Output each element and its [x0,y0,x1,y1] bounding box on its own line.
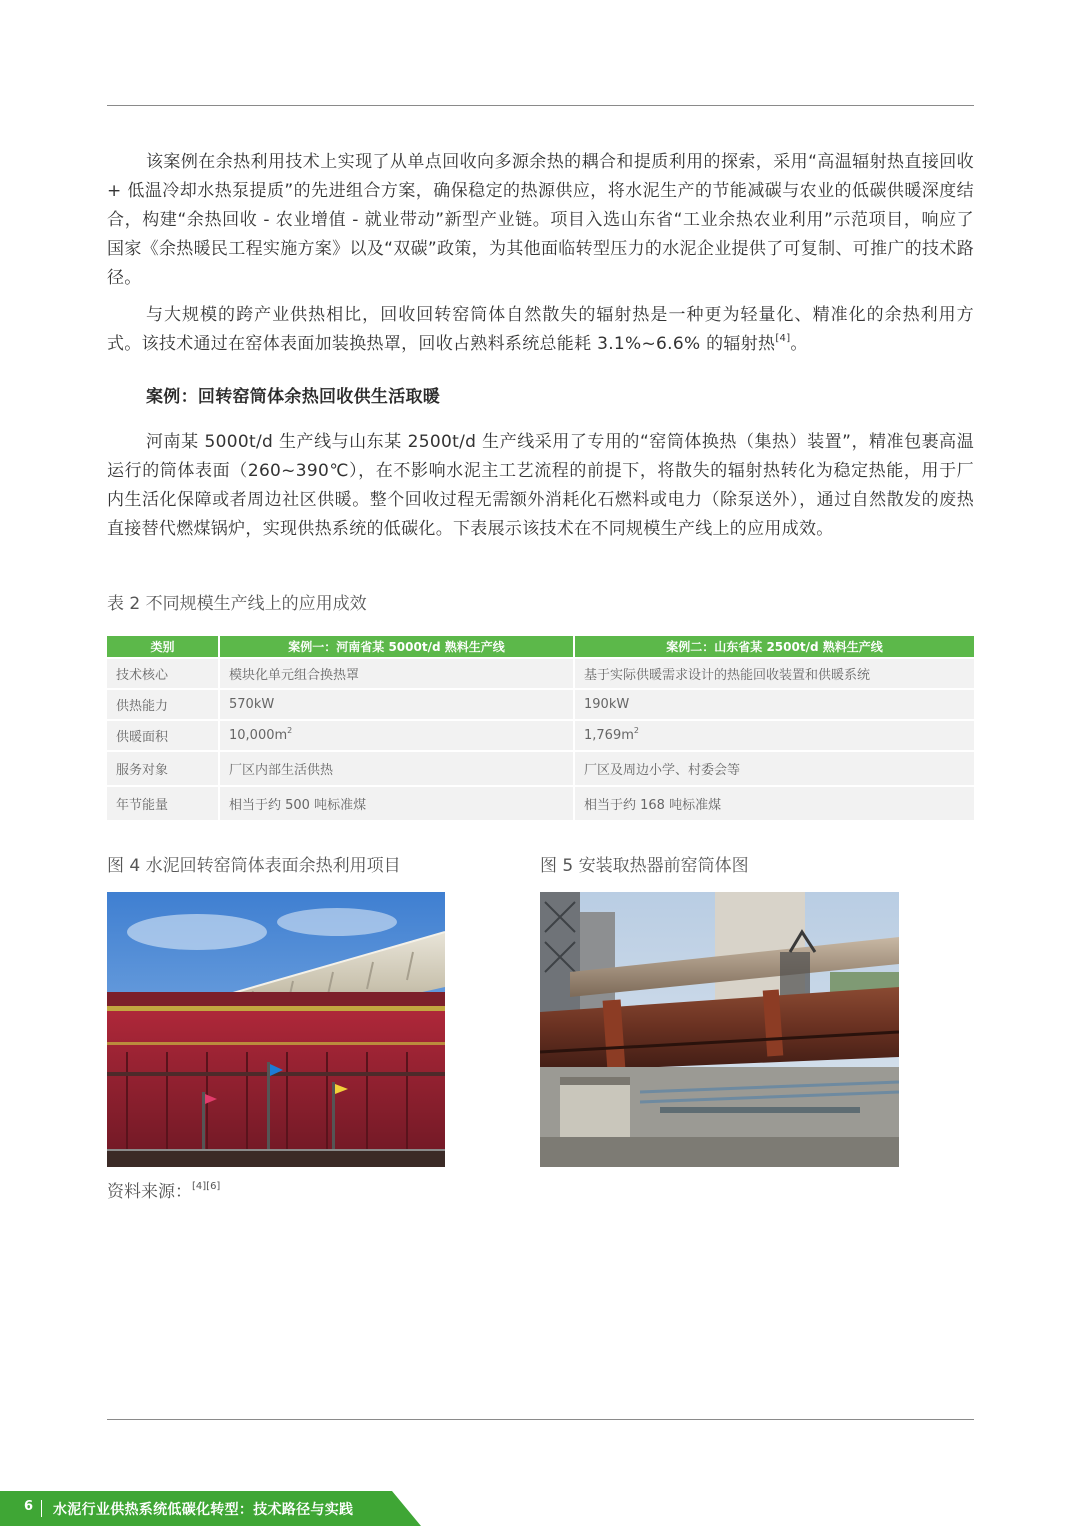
source-refs: [4][6] [192,1181,221,1192]
results-table [107,636,974,820]
case-1-cell: 厂区内部生活供热 [219,751,574,786]
case-2-cell: 相当于约 168 吨标准煤 [574,786,974,820]
footer-title: 水泥行业供热系统低碳化转型：技术路径与实践 [53,1502,354,1518]
table-header-row [107,636,974,658]
table-row [107,720,974,751]
row-label: 年节能量 [107,786,219,820]
page-number: 6 [24,1499,34,1514]
case-2-cell [574,720,974,751]
row-label: 供暖面积 [107,720,219,751]
paragraph-2-text: 与大规模的跨产业供热相比，回收回转窑筒体自然散失的辐射热是一种更为轻量化、精准化的余热利用方式。该技术通过在窑体表面加装换热罩，回收占熟料系统总能耗 3.1%~6.6% 的辐射热 [107,305,974,354]
case-1-cell: 570kW [219,689,574,720]
table-row [107,658,974,689]
case-2-value: 1,769m [584,728,634,743]
case-1-cell: 模块化单元组合换热罩 [219,658,574,689]
case-2-cell: 190kW [574,689,974,720]
citation-ref: [4] [775,333,791,344]
source-label: 资料来源： [107,1182,192,1202]
table-row [107,786,974,820]
header-rule [107,105,974,106]
figure-4-photo [107,892,445,1167]
unit-exponent: 2 [287,726,293,735]
case-2-cell: 厂区及周边小学、村委会等 [574,751,974,786]
header-case-2: 案例二：山东省某 2500t/d 熟料生产线 [574,636,974,658]
paragraph-2-end: 。 [790,334,808,354]
figure-5-caption: 图 5 安装取热器前窑筒体图 [540,856,749,876]
figure-5-photo [540,892,899,1167]
paragraph-2 [107,301,974,359]
footer-divider [41,1500,42,1517]
unit-exponent: 2 [633,726,639,735]
figure-4-caption: 图 4 水泥回转窑筒体表面余热利用项目 [107,856,401,876]
row-label: 技术核心 [107,658,219,689]
table-row [107,751,974,786]
case-1-cell [219,720,574,751]
row-label: 供热能力 [107,689,219,720]
header-category: 类别 [107,636,219,658]
case-heading: 案例：回转窑筒体余热回收供生活取暖 [146,387,441,407]
table-row [107,689,974,720]
case-2-cell: 基于实际供暖需求设计的热能回收装置和供暖系统 [574,658,974,689]
paragraph-3: 河南某 5000t/d 生产线与山东某 2500t/d 生产线采用了专用的“窑筒体换热（集热）装置”，精准包裹高温运行的筒体表面（260~390℃），在不影响水泥主工艺流程的前提下，将散失的辐射热转化为稳定热能，用于厂内生活化保障或者周边社区供暖。整个回收过程无需额外消耗化石燃料或电力（除泵送外），通过自然散发的废热直接替代燃煤锅炉，实现供热系统的低碳化。下表展示该技术在不同规模生产线上的应用成效。 [107,432,974,539]
source-note [107,1180,220,1204]
case-1-cell: 相当于约 500 吨标准煤 [219,786,574,820]
header-case-1: 案例一：河南省某 5000t/d 熟料生产线 [219,636,574,658]
paragraph-1: 该案例在余热利用技术上实现了从单点回收向多源余热的耦合和提质利用的探索，采用“高温辐射热直接回收 + 低温冷却水热泵提质”的先进组合方案，确保稳定的热源供应，将水泥生产的节能减碳与农业的低碳供暖深度结合，构建“余热回收 - 农业增值 - 就业带动”新型产业链。项目入选山东省“工业余热农业利用”示范项目，响应了国家《余热暖民工程实施方案》以及“双碳”政策，为其他面临转型压力的水泥企业提供了可复制、可推广的技术路径。 [107,152,974,288]
table-caption: 表 2 不同规模生产线上的应用成效 [107,594,367,614]
row-label: 服务对象 [107,751,219,786]
case-1-value: 10,000m [229,728,288,743]
footer-rule [107,1419,974,1420]
